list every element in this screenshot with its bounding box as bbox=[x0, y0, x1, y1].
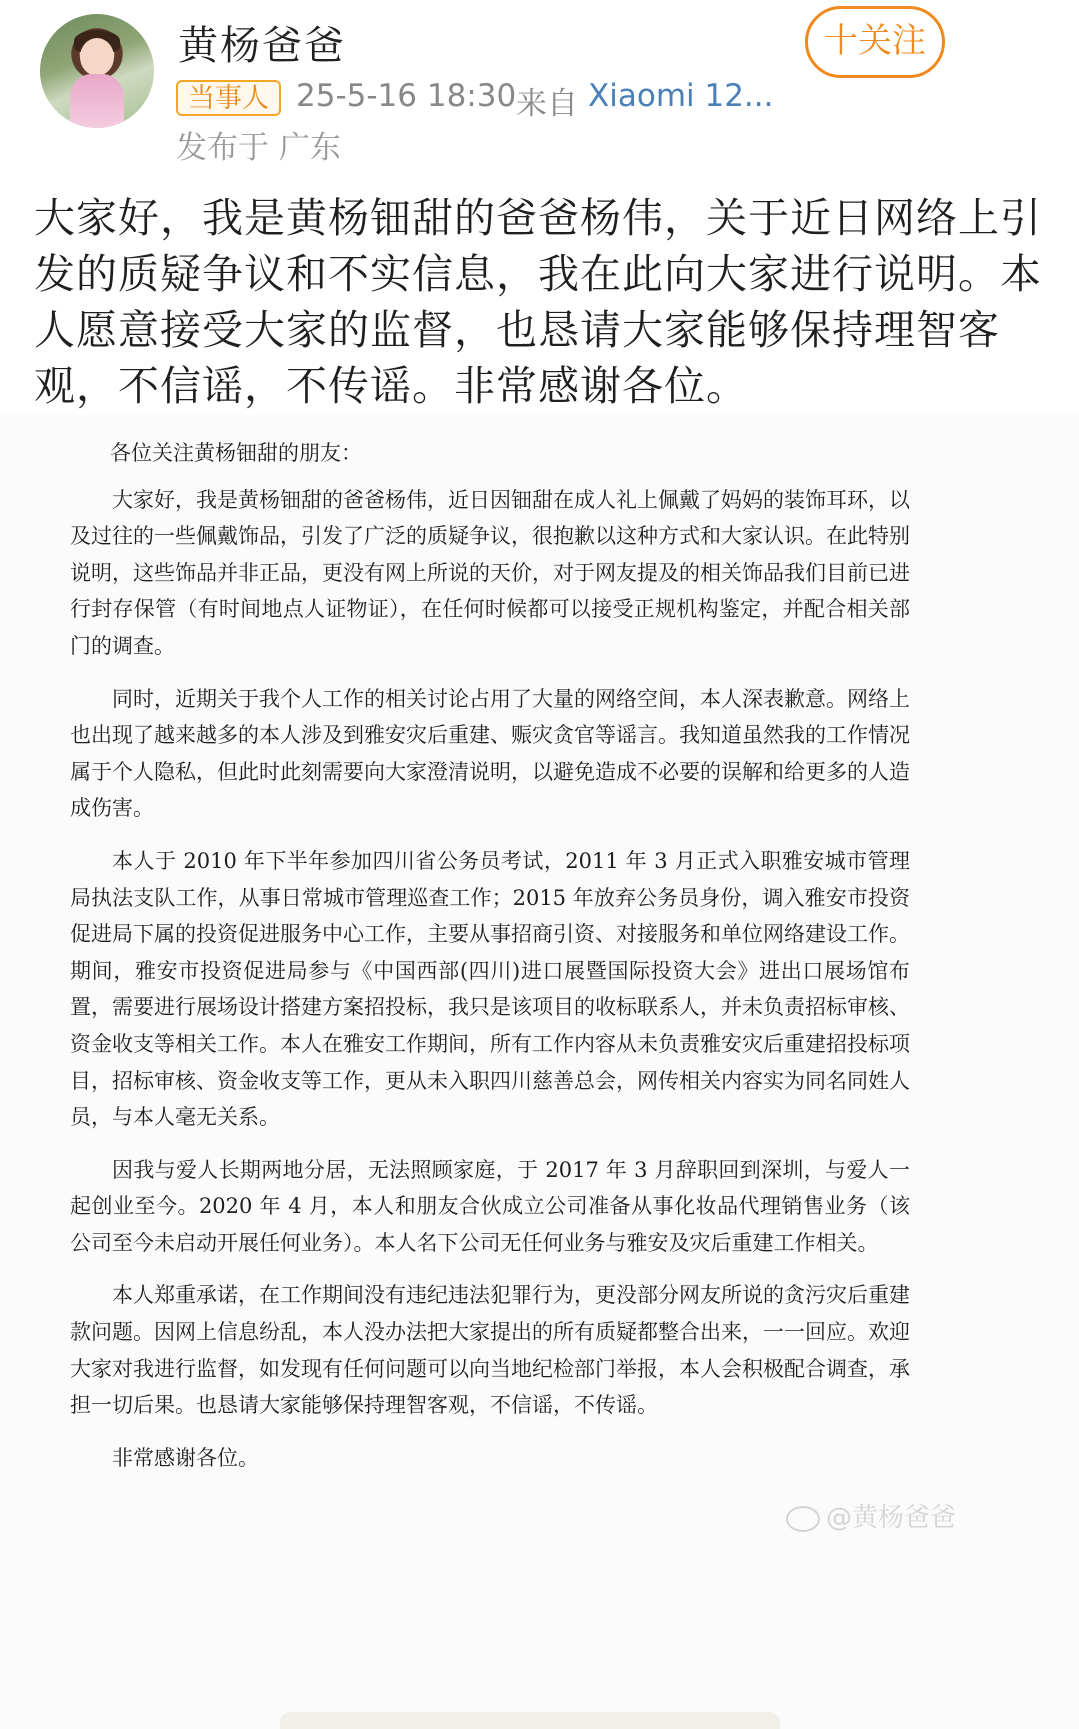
letter-paragraph: 同时，近期关于我个人工作的相关讨论占用了大量的网络空间，本人深表歉意。网络上也出现了越来越多的本人涉及到雅安灾后重建、赈灾贪官等谣言。我知道虽然我的工作情况属于个人隐私，但此时此刻需要向大家澄清说明，以避免造成不必要的误解和给更多的人造成伤害。 bbox=[70, 686, 910, 821]
letter-paragraph: 本人郑重承诺，在工作期间没有违纪违法犯罪行为，更没部分网友所说的贪污灾后重建款问题。因网上信息纷乱，本人没办法把大家提出的所有质疑都整合出来，一一回应。欢迎大家对我进行监督，如发现有任何问题可以向当地纪检部门举报，本人会积极配合调查，承担一切后果。也恳请大家能够保持理智客观，不信谣，不传谣。 bbox=[70, 1283, 910, 1418]
avatar-face bbox=[80, 38, 114, 76]
watermark-text: @黄杨爸爸 bbox=[826, 1503, 957, 1533]
post-device[interactable]: Xiaomi 12... bbox=[588, 78, 774, 114]
letter-closing: 非常感谢各位。 bbox=[112, 1445, 259, 1470]
bottom-bar bbox=[280, 1712, 780, 1729]
follow-button[interactable]: 十关注 bbox=[805, 6, 945, 78]
avatar-body bbox=[70, 74, 124, 128]
post-header bbox=[0, 0, 1079, 200]
letter-paragraph: 本人于 2010 年下半年参加四川省公务员考试，2011 年 3 月正式入职雅安城市管理局执法支队工作，从事日常城市管理巡查工作；2015 年放弃公务员身份，调入雅安市投资促进局下属的投资促进服务中心工作，主要从事招商引资、对接服务和单位网络建设工作。期间，雅安市投资促进局参与《中国西部(四川)进口展暨国际投资大会》进出口展场馆布置，需要进行展场设计搭建方案招投标，我只是该项目的收标联系人，并未负责招标审核、资金收支等相关工作。本人在雅安工作期间，所有工作内容从未负责雅安灾后重建招投标项目，招标审核、资金收支等工作，更从未入职四川慈善总会，网传相关内容实为同名同姓人员，与本人毫无关系。 bbox=[70, 848, 910, 1130]
watermark bbox=[786, 1497, 956, 1534]
post-text: 大家好，我是黄杨钿甜的爸爸杨伟，关于近日网络上引发的质疑争议和不实信息，我在此向大家进行说明。本人愿意接受大家的监督，也恳请大家能够保持理智客观，不信谣，不传谣。非常感谢各位。 bbox=[34, 194, 1042, 410]
letter-paragraph: 大家好，我是黄杨钿甜的爸爸杨伟，近日因钿甜在成人礼上佩戴了妈妈的装饰耳环，以及过往的一些佩戴饰品，引发了广泛的质疑争议，很抱歉以这种方式和大家认识。在此特别说明，这些饰品并非正品，更没有网上所说的天价，对于网友提及的相关饰品我们目前已进行封存保管（有时间地点人证物证），在任何时候都可以接受正规机构鉴定，并配合相关部门的调查。 bbox=[70, 487, 910, 658]
letter-body bbox=[70, 435, 910, 1476]
post-location: 发布于 广东 bbox=[176, 130, 341, 166]
letter-paragraph: 因我与爱人长期两地分居，无法照顾家庭，于 2017 年 3 月辞职回到深圳，与爱人一起创业至今。2020 年 4 月，本人和朋友合伙成立公司准备从事化妆品代理销售业务（该公司至今未启动开展任何业务）。本人名下公司无任何业务与雅安及灾后重建工作相关。 bbox=[70, 1157, 910, 1255]
weibo-icon bbox=[786, 1506, 820, 1532]
post-source-label: 来自 bbox=[516, 86, 578, 122]
status-badge: 当事人 bbox=[176, 80, 281, 116]
avatar[interactable] bbox=[40, 14, 154, 128]
username[interactable]: 黄杨爸爸 bbox=[178, 23, 346, 69]
post-time: 25-5-16 18:30 bbox=[296, 78, 517, 114]
letter-salutation: 各位关注黄杨钿甜的朋友： bbox=[110, 441, 362, 465]
